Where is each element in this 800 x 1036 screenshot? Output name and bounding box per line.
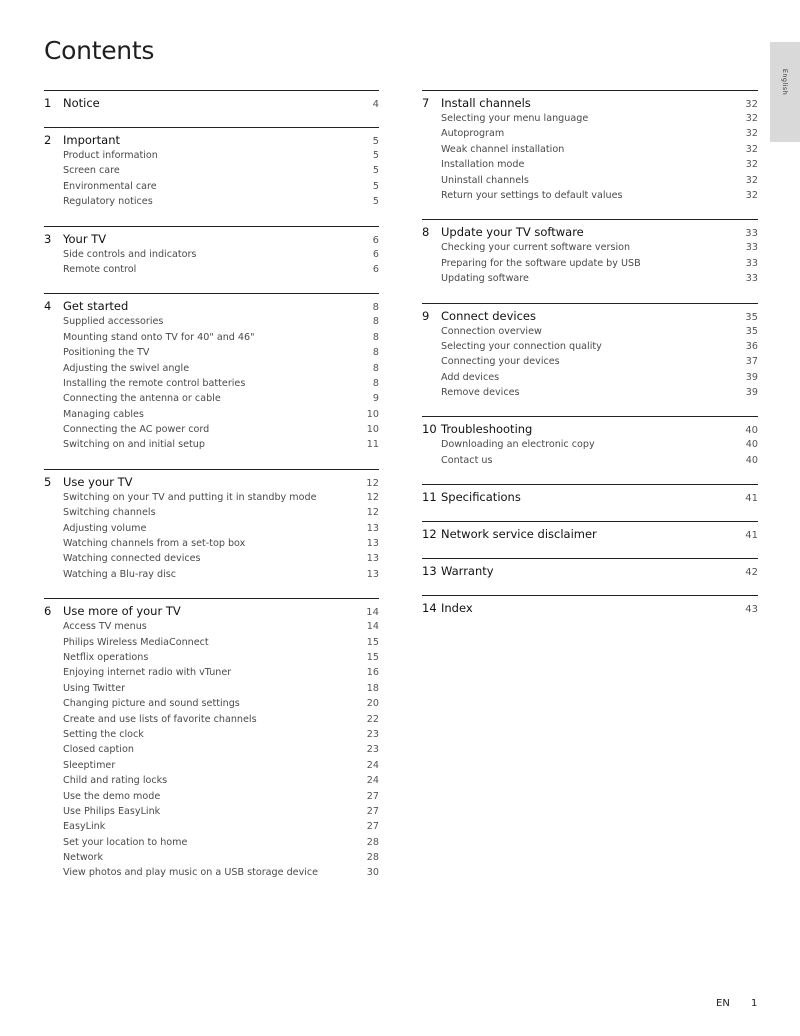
toc-section-title xyxy=(44,133,120,147)
toc-entry-label: Enjoying internet radio with vTuner xyxy=(63,667,232,679)
toc-section-page: 40 xyxy=(745,425,758,437)
toc-entry-label: Return your settings to default values xyxy=(441,189,623,201)
toc-entry[interactable] xyxy=(44,775,379,790)
toc-entry[interactable] xyxy=(44,439,379,454)
toc-entry-label: Child and rating locks xyxy=(63,775,168,787)
toc-entry[interactable] xyxy=(44,316,379,331)
toc-entry[interactable] xyxy=(422,113,758,128)
toc-section-title-text: Use your TV xyxy=(63,474,133,489)
toc-section-heading[interactable] xyxy=(44,232,379,249)
toc-entry-label: Uninstall channels xyxy=(441,174,529,186)
toc-entry[interactable] xyxy=(44,409,379,424)
toc-section-heading[interactable] xyxy=(44,475,379,492)
toc-section-heading[interactable] xyxy=(422,527,758,544)
toc-entry[interactable] xyxy=(44,867,379,882)
toc-section-title-text: Get started xyxy=(63,299,129,314)
toc-entry-page: 36 xyxy=(745,340,758,352)
toc-entry[interactable] xyxy=(44,791,379,806)
toc-section-title xyxy=(44,604,181,618)
toc-entry-label: Remove devices xyxy=(441,387,520,399)
toc-entry-page: 33 xyxy=(745,242,758,254)
toc-entry[interactable] xyxy=(422,144,758,159)
toc-entry-page: 8 xyxy=(372,362,379,374)
toc-entry-label: Positioning the TV xyxy=(63,347,150,359)
toc-entry-label: Product information xyxy=(63,150,158,161)
toc-entry[interactable] xyxy=(44,637,379,652)
toc-entry-label: Remote control xyxy=(63,263,137,275)
toc-section-heading[interactable] xyxy=(422,601,758,618)
toc-entry-page: 5 xyxy=(372,196,379,208)
toc-entry-page: 8 xyxy=(372,316,379,328)
toc-entry-page: 13 xyxy=(366,522,379,534)
toc-entry-label: Screen care xyxy=(63,165,120,177)
toc-section xyxy=(44,226,379,280)
toc-entry-label: Adjusting volume xyxy=(63,522,147,534)
toc-section-title xyxy=(422,225,584,239)
language-tab-label: English xyxy=(781,68,789,96)
toc-section-title-text: Install channels xyxy=(441,96,531,110)
toc-entry[interactable] xyxy=(44,852,379,867)
toc-entry-page: 8 xyxy=(372,331,379,343)
toc-entry[interactable] xyxy=(422,258,758,273)
toc-entry-label: Selecting your menu language xyxy=(441,113,589,124)
toc-entry-label: Use Philips EasyLink xyxy=(63,805,161,817)
toc-section-title-text: Important xyxy=(63,133,121,147)
toc-entry[interactable] xyxy=(422,128,758,143)
toc-entry-label: Setting the clock xyxy=(63,728,144,740)
toc-entry[interactable] xyxy=(422,372,758,387)
toc-section-heading[interactable] xyxy=(44,133,379,150)
toc-entry-page: 40 xyxy=(745,439,758,451)
toc-section-number: 6 xyxy=(44,604,52,619)
toc-section-page: 41 xyxy=(745,493,758,505)
toc-section xyxy=(44,127,379,212)
toc-entry-page: 22 xyxy=(366,713,379,725)
toc-entry[interactable] xyxy=(422,356,758,371)
toc-entry-label: Checking your current software version xyxy=(441,242,631,254)
toc-entry-page: 23 xyxy=(366,728,379,740)
toc-entry-label: Access TV menus xyxy=(63,621,147,633)
toc-entry[interactable] xyxy=(44,652,379,667)
footer-page-number: 1 xyxy=(751,998,758,1009)
toc-entry-label: Switching on your TV and putting it in standby mode xyxy=(63,491,317,503)
toc-entry[interactable] xyxy=(44,744,379,759)
toc-section-page: 8 xyxy=(372,302,379,314)
toc-section-number: 1 xyxy=(44,96,52,110)
toc-section xyxy=(422,558,758,581)
toc-section xyxy=(422,521,758,544)
toc-section-title-text: Specifications xyxy=(441,490,521,505)
toc-entry-label: Selecting your connection quality xyxy=(441,340,602,352)
toc-entry[interactable] xyxy=(44,249,379,264)
toc-entry-label: View photos and play music on a USB storage device xyxy=(63,867,319,879)
toc-entry-page: 5 xyxy=(372,180,379,192)
toc-entry[interactable] xyxy=(44,264,379,279)
toc-section-page: 42 xyxy=(745,567,758,579)
toc-entry-page: 23 xyxy=(366,744,379,756)
toc-section-title-text: Update your TV software xyxy=(441,225,584,240)
toc-section-page: 43 xyxy=(745,604,758,616)
toc-entry-page: 39 xyxy=(745,371,758,383)
toc-entry[interactable] xyxy=(422,387,758,402)
toc-section-number: 7 xyxy=(422,96,430,110)
toc-section-title xyxy=(44,299,128,313)
toc-entry[interactable] xyxy=(44,806,379,821)
toc-entry-page: 16 xyxy=(366,667,379,679)
toc-entry[interactable] xyxy=(422,439,758,454)
toc-entry-page: 10 xyxy=(366,424,379,436)
toc-entry[interactable] xyxy=(422,190,758,205)
toc-section-title xyxy=(422,96,531,110)
toc-entry-label: Changing picture and sound settings xyxy=(63,698,240,710)
toc-entry[interactable] xyxy=(422,175,758,190)
toc-entry-page: 32 xyxy=(745,189,758,201)
toc-entry-page: 37 xyxy=(745,356,758,368)
toc-entry-label: Autoprogram xyxy=(441,128,505,140)
toc-section-title-text: Troubleshooting xyxy=(441,422,533,437)
toc-section xyxy=(422,416,758,470)
toc-entry-label: Switching channels xyxy=(63,507,156,519)
toc-entry-label: Environmental care xyxy=(63,180,157,192)
toc-entry[interactable] xyxy=(44,165,379,180)
toc-section-title xyxy=(422,564,494,578)
toc-entry-label: Use the demo mode xyxy=(63,790,161,802)
toc-section xyxy=(44,293,379,455)
toc-section-title xyxy=(422,422,532,436)
toc-entry-label: Supplied accessories xyxy=(63,316,164,328)
toc-entry-page: 24 xyxy=(366,775,379,787)
toc-entry-page: 32 xyxy=(745,143,758,155)
toc-entry-label: Switching on and initial setup xyxy=(63,439,205,451)
toc-entry[interactable] xyxy=(44,492,379,507)
toc-section-title-text: Your TV xyxy=(63,231,107,246)
toc-entry[interactable] xyxy=(44,553,379,568)
toc-entry-page: 18 xyxy=(366,682,379,694)
toc-section-title-text: Warranty xyxy=(441,564,494,579)
toc-entry-label: Updating software xyxy=(441,273,529,285)
toc-section-heading[interactable] xyxy=(422,490,758,507)
toc-section-number: 5 xyxy=(44,474,52,489)
toc-entry-page: 12 xyxy=(366,507,379,519)
toc-entry[interactable] xyxy=(422,159,758,174)
toc-entry[interactable] xyxy=(44,378,379,393)
toc-section-number: 12 xyxy=(422,527,437,542)
toc-entry[interactable] xyxy=(44,347,379,362)
toc-section-title-text: Network service disclaimer xyxy=(441,527,597,542)
toc-entry-page: 12 xyxy=(366,491,379,503)
toc-entry[interactable] xyxy=(44,569,379,584)
toc-entry[interactable] xyxy=(44,393,379,408)
toc-entry[interactable] xyxy=(44,821,379,836)
toc-entry-page: 13 xyxy=(366,568,379,580)
toc-entry-page: 27 xyxy=(366,790,379,802)
toc-entry-label: Add devices xyxy=(441,371,500,383)
toc-entry-page: 28 xyxy=(366,852,379,864)
toc-section-heading[interactable] xyxy=(422,309,758,326)
toc-entry[interactable] xyxy=(44,714,379,729)
toc-section-number: 4 xyxy=(44,299,52,314)
toc-section-title xyxy=(44,232,106,246)
toc-section xyxy=(422,484,758,507)
toc-entry-page: 11 xyxy=(366,439,379,451)
toc-entry-page: 35 xyxy=(745,325,758,337)
toc-section xyxy=(44,469,379,584)
toc-entry-label: Weak channel installation xyxy=(441,143,565,155)
toc-section-heading[interactable] xyxy=(44,299,379,316)
toc-section-number: 10 xyxy=(422,422,437,437)
toc-entry-label: Preparing for the software update by USB xyxy=(441,257,641,269)
toc-entry[interactable] xyxy=(44,683,379,698)
toc-entry-page: 32 xyxy=(745,159,758,171)
toc-entry-label: Connecting your devices xyxy=(441,356,560,368)
toc-entry[interactable] xyxy=(44,196,379,211)
toc-entry[interactable] xyxy=(44,332,379,347)
toc-entry-page: 8 xyxy=(372,347,379,359)
toc-entry-page: 13 xyxy=(366,553,379,565)
toc-entry[interactable] xyxy=(44,837,379,852)
toc-entry[interactable] xyxy=(44,181,379,196)
toc-entry-label: Closed caption xyxy=(63,744,134,756)
toc-entry-page: 39 xyxy=(745,387,758,399)
toc-entry-label: Mounting stand onto TV for 40" and 46" xyxy=(63,331,255,343)
toc-section-page: 32 xyxy=(745,99,758,110)
toc-entry-page: 27 xyxy=(366,805,379,817)
toc-entry-page: 32 xyxy=(745,128,758,140)
toc-entry-label: Watching channels from a set-top box xyxy=(63,538,246,550)
toc-section-title xyxy=(422,490,521,504)
toc-entry-page: 8 xyxy=(372,377,379,389)
toc-section-number: 3 xyxy=(44,231,52,246)
toc-entry-label: EasyLink xyxy=(63,821,106,833)
toc-section-title-text: Connect devices xyxy=(441,308,536,323)
toc-entry-page: 10 xyxy=(366,408,379,420)
toc-entry[interactable] xyxy=(44,424,379,439)
toc-section-title-text: Use more of your TV xyxy=(63,604,181,619)
toc-entry-label: Watching a Blu-ray disc xyxy=(63,568,177,580)
toc-section-title xyxy=(44,475,133,489)
toc-entry-label: Managing cables xyxy=(63,408,144,420)
toc-entry-label: Regulatory notices xyxy=(63,196,153,208)
toc-section-heading[interactable] xyxy=(422,96,758,113)
toc-entry[interactable] xyxy=(44,698,379,713)
toc-section-number: 11 xyxy=(422,490,437,505)
toc-entry-label: Adjusting the swivel angle xyxy=(63,362,190,374)
toc-entry[interactable] xyxy=(422,455,758,470)
toc-section-page: 5 xyxy=(372,136,379,147)
page-title: Contents xyxy=(44,36,155,65)
toc-entry-label: Watching connected devices xyxy=(63,553,201,565)
toc-entry-label: Connection overview xyxy=(441,325,542,337)
toc-section xyxy=(44,90,379,113)
toc-section-title-text: Index xyxy=(441,601,473,616)
toc-entry-label: Contact us xyxy=(441,454,493,466)
toc-section-heading[interactable] xyxy=(422,422,758,439)
toc-entry-page: 5 xyxy=(372,165,379,177)
toc-section-heading[interactable] xyxy=(422,564,758,581)
toc-section-page: 33 xyxy=(745,228,758,240)
toc-section xyxy=(422,595,758,618)
footer-language-code: EN xyxy=(716,998,730,1009)
toc-entry-label: Netflix operations xyxy=(63,651,149,663)
toc-entry[interactable] xyxy=(44,150,379,165)
toc-section-page: 41 xyxy=(745,530,758,542)
toc-entry[interactable] xyxy=(422,341,758,356)
toc-entry-label: Set your location to home xyxy=(63,836,188,848)
toc-entry-page: 27 xyxy=(366,821,379,833)
toc-section-number: 14 xyxy=(422,601,437,616)
toc-entry-page: 33 xyxy=(745,257,758,269)
toc-section-number: 9 xyxy=(422,308,430,323)
toc-entry-label: Installing the remote control batteries xyxy=(63,377,246,389)
toc-entry[interactable] xyxy=(44,538,379,553)
toc-section-heading[interactable] xyxy=(44,604,379,621)
toc-entry[interactable] xyxy=(44,363,379,378)
toc-entry-label: Network xyxy=(63,852,104,864)
toc-entry[interactable] xyxy=(44,507,379,522)
toc-section-page: 35 xyxy=(745,311,758,323)
toc-entry-page: 28 xyxy=(366,836,379,848)
toc-entry[interactable] xyxy=(44,760,379,775)
toc-entry[interactable] xyxy=(422,273,758,288)
toc-entry-page: 24 xyxy=(366,759,379,771)
toc-entry[interactable] xyxy=(44,621,379,636)
toc-section-heading[interactable] xyxy=(44,96,379,113)
toc-entry[interactable] xyxy=(44,729,379,744)
toc-entry-page: 32 xyxy=(745,174,758,186)
toc-entry-page: 15 xyxy=(366,651,379,663)
toc-entry-label: Connecting the antenna or cable xyxy=(63,393,221,405)
toc-entry[interactable] xyxy=(422,242,758,257)
toc-section-page: 12 xyxy=(366,477,379,489)
toc-entry-label: Side controls and indicators xyxy=(63,248,197,260)
toc-entry-page: 14 xyxy=(366,621,379,633)
toc-entry[interactable] xyxy=(44,523,379,538)
toc-section xyxy=(422,219,758,288)
toc-section-page: 14 xyxy=(366,607,379,619)
toc-entry-page: 15 xyxy=(366,636,379,648)
toc-section-page: 4 xyxy=(372,99,379,110)
toc-section xyxy=(422,90,758,205)
toc-section-page: 6 xyxy=(372,234,379,246)
toc-section-number: 13 xyxy=(422,564,437,579)
toc-entry-label: Philips Wireless MediaConnect xyxy=(63,636,209,648)
toc-entry[interactable] xyxy=(44,667,379,682)
toc-left-column xyxy=(44,90,379,897)
toc-entry-label: Create and use lists of favorite channels xyxy=(63,713,257,725)
toc-section-title xyxy=(422,601,473,615)
toc-entry-label: Installation mode xyxy=(441,159,525,171)
toc-section-heading[interactable] xyxy=(422,225,758,242)
toc-entry-label: Sleeptimer xyxy=(63,759,116,771)
toc-entry-page: 20 xyxy=(366,698,379,710)
toc-entry-label: Downloading an electronic copy xyxy=(441,439,595,451)
toc-section-number: 2 xyxy=(44,133,52,147)
toc-entry-label: Connecting the AC power cord xyxy=(63,424,210,436)
toc-section-title-text: Notice xyxy=(63,96,100,110)
toc-entry-page: 9 xyxy=(372,393,379,405)
toc-section-number: 8 xyxy=(422,225,430,240)
toc-section-title xyxy=(422,527,597,541)
toc-entry-page: 32 xyxy=(745,113,758,124)
toc-section xyxy=(44,598,379,883)
toc-entry[interactable] xyxy=(422,326,758,341)
toc-entry-page: 30 xyxy=(366,867,379,879)
toc-right-column xyxy=(422,90,758,632)
language-tab xyxy=(770,42,800,142)
toc-section xyxy=(422,303,758,403)
toc-section-title xyxy=(422,309,536,323)
toc-entry-label: Using Twitter xyxy=(63,682,126,694)
toc-entry-page: 5 xyxy=(372,150,379,161)
toc-section-title xyxy=(44,96,100,110)
page-footer xyxy=(716,998,757,1009)
toc-entry-page: 13 xyxy=(366,538,379,550)
toc-entry-page: 33 xyxy=(745,273,758,285)
toc-entry-page: 6 xyxy=(372,263,379,275)
toc-entry-page: 40 xyxy=(745,454,758,466)
toc-entry-page: 6 xyxy=(372,248,379,260)
